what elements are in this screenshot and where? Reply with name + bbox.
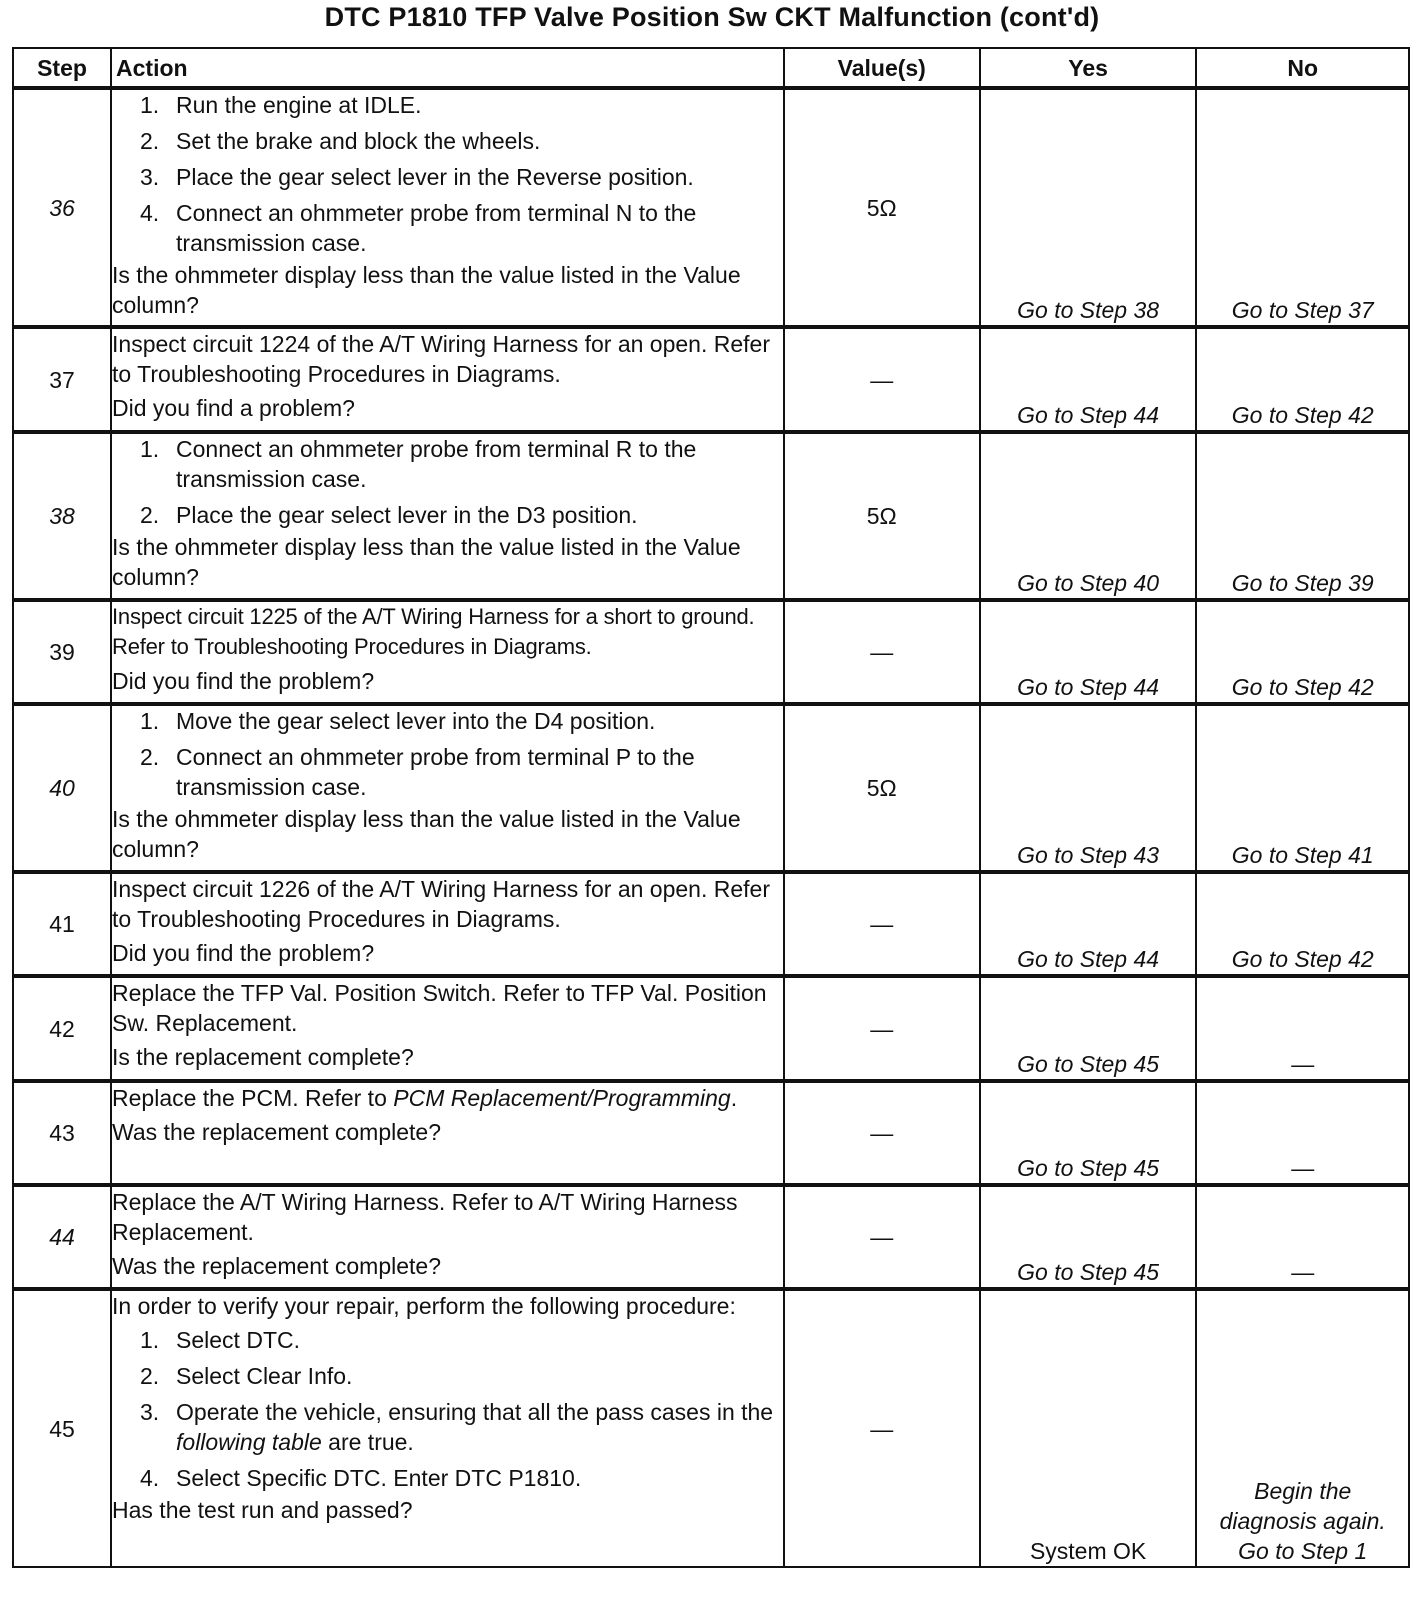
action-cell — [111, 872, 784, 976]
value-cell: 5Ω — [784, 704, 980, 872]
value-cell: 5Ω — [784, 88, 980, 327]
yes-cell: Go to Step 44 — [980, 872, 1197, 976]
yes-cell: Go to Step 45 — [980, 1081, 1197, 1185]
yes-cell: Go to Step 38 — [980, 88, 1197, 327]
table-row — [13, 1289, 1409, 1567]
action-question: Did you find the problem? — [112, 940, 375, 966]
no-cell: Begin the diagnosis again. Go to Step 1 — [1196, 1289, 1409, 1567]
action-question: Did you find the problem? — [112, 668, 375, 694]
yes-cell: System OK — [980, 1289, 1197, 1567]
action-text: Replace the TFP Val. Position Switch. Refer to TFP Val. Position Sw. Replacement. — [112, 980, 767, 1036]
list-item: 1. Select DTC. — [140, 1327, 300, 1353]
action-cell — [111, 88, 784, 327]
step-number: 40 — [13, 704, 111, 872]
table-row — [13, 976, 1409, 1081]
list-item: 1. Run the engine at IDLE. — [140, 92, 422, 118]
list-item: 4. Connect an ohmmeter probe from terminal N to the transmission case. — [140, 200, 697, 256]
list-item: 4. Select Specific DTC. Enter DTC P1810. — [140, 1465, 582, 1491]
yes-cell: Go to Step 40 — [980, 432, 1197, 600]
no-cell: Go to Step 42 — [1196, 600, 1409, 704]
action-cell — [111, 704, 784, 872]
no-cell: — — [1196, 1081, 1409, 1185]
value-cell: — — [784, 976, 980, 1081]
action-cell — [111, 600, 784, 704]
value-cell: — — [784, 600, 980, 704]
no-cell: Go to Step 39 — [1196, 432, 1409, 600]
step-number: 41 — [13, 872, 111, 976]
step-number: 43 — [13, 1081, 111, 1185]
table-row — [13, 600, 1409, 704]
action-cell — [111, 1081, 784, 1185]
reference-link: PCM Replacement/Programming — [393, 1085, 731, 1111]
yes-cell: Go to Step 44 — [980, 600, 1197, 704]
action-cell — [111, 1185, 784, 1289]
table-row — [13, 704, 1409, 872]
header-step: Step — [13, 48, 111, 88]
table-row — [13, 1081, 1409, 1185]
list-item: 2. Connect an ohmmeter probe from terminal P to the transmission case. — [140, 744, 695, 800]
page-title: DTC P1810 TFP Valve Position Sw CKT Malfunction (cont'd) — [324, 2, 1100, 32]
table-row — [13, 88, 1409, 327]
action-cell — [111, 432, 784, 600]
table-row — [13, 1185, 1409, 1289]
diagnostic-table — [12, 47, 1410, 1568]
step-number: 36 — [13, 88, 111, 327]
value-cell: — — [784, 1185, 980, 1289]
yes-cell: Go to Step 45 — [980, 1185, 1197, 1289]
action-question: Is the ohmmeter display less than the value listed in the Value column? — [112, 262, 741, 318]
list-item: 1. Connect an ohmmeter probe from terminal R to the transmission case. — [140, 436, 697, 492]
step-number: 44 — [13, 1185, 111, 1289]
table-header-row — [13, 48, 1409, 88]
action-cell — [111, 1289, 784, 1567]
step-number: 45 — [13, 1289, 111, 1567]
action-question: Has the test run and passed? — [112, 1497, 413, 1523]
value-cell: — — [784, 1289, 980, 1567]
no-cell: Go to Step 42 — [1196, 872, 1409, 976]
action-text: Replace the PCM. Refer to PCM Replacement/Programming. — [112, 1085, 738, 1111]
value-cell: — — [784, 1081, 980, 1185]
no-cell: — — [1196, 1185, 1409, 1289]
yes-cell: Go to Step 45 — [980, 976, 1197, 1081]
step-number: 42 — [13, 976, 111, 1081]
action-text: Inspect circuit 1226 of the A/T Wiring Harness for an open. Refer to Troubleshooting Procedures in Diagrams. — [112, 876, 770, 932]
step-number: 39 — [13, 600, 111, 704]
list-item: 3. Operate the vehicle, ensuring that all the pass cases in the following table are true. — [140, 1399, 774, 1455]
header-action: Action — [111, 48, 784, 88]
action-question: Was the replacement complete? — [112, 1253, 441, 1279]
action-question: Did you find a problem? — [112, 395, 355, 421]
list-item: 2. Set the brake and block the wheels. — [140, 128, 541, 154]
list-item: 3. Place the gear select lever in the Reverse position. — [140, 164, 694, 190]
list-item: 1. Move the gear select lever into the D4 position. — [140, 708, 656, 734]
value-cell: — — [784, 327, 980, 432]
action-question: Is the ohmmeter display less than the value listed in the Value column? — [112, 806, 741, 862]
no-cell: Go to Step 42 — [1196, 327, 1409, 432]
action-text: Inspect circuit 1225 of the A/T Wiring Harness for a short to ground. Refer to Troubleshooting Procedures in Diagrams. — [112, 604, 755, 659]
header-yes: Yes — [980, 48, 1197, 88]
table-row — [13, 432, 1409, 600]
reference-link: following table — [176, 1429, 322, 1455]
action-question: Is the ohmmeter display less than the value listed in the Value column? — [112, 534, 741, 590]
list-item: 2. Select Clear Info. — [140, 1363, 353, 1389]
value-cell: 5Ω — [784, 432, 980, 600]
yes-cell: Go to Step 43 — [980, 704, 1197, 872]
action-text: Replace the A/T Wiring Harness. Refer to A/T Wiring Harness Replacement. — [112, 1189, 738, 1245]
list-item: 2. Place the gear select lever in the D3 position. — [140, 502, 638, 528]
table-row — [13, 327, 1409, 432]
action-intro: In order to verify your repair, perform the following procedure: — [112, 1293, 736, 1319]
table-row — [13, 872, 1409, 976]
no-cell: Go to Step 41 — [1196, 704, 1409, 872]
yes-cell: Go to Step 44 — [980, 327, 1197, 432]
step-number: 38 — [13, 432, 111, 600]
no-cell: — — [1196, 976, 1409, 1081]
header-no: No — [1196, 48, 1409, 88]
action-question: Was the replacement complete? — [112, 1119, 441, 1145]
header-values: Value(s) — [784, 48, 980, 88]
action-cell — [111, 327, 784, 432]
action-text: Inspect circuit 1224 of the A/T Wiring Harness for an open. Refer to Troubleshooting Procedures in Diagrams. — [112, 331, 770, 387]
no-cell: Go to Step 37 — [1196, 88, 1409, 327]
action-question: Is the replacement complete? — [112, 1044, 414, 1070]
action-cell — [111, 976, 784, 1081]
step-number: 37 — [13, 327, 111, 432]
value-cell: — — [784, 872, 980, 976]
